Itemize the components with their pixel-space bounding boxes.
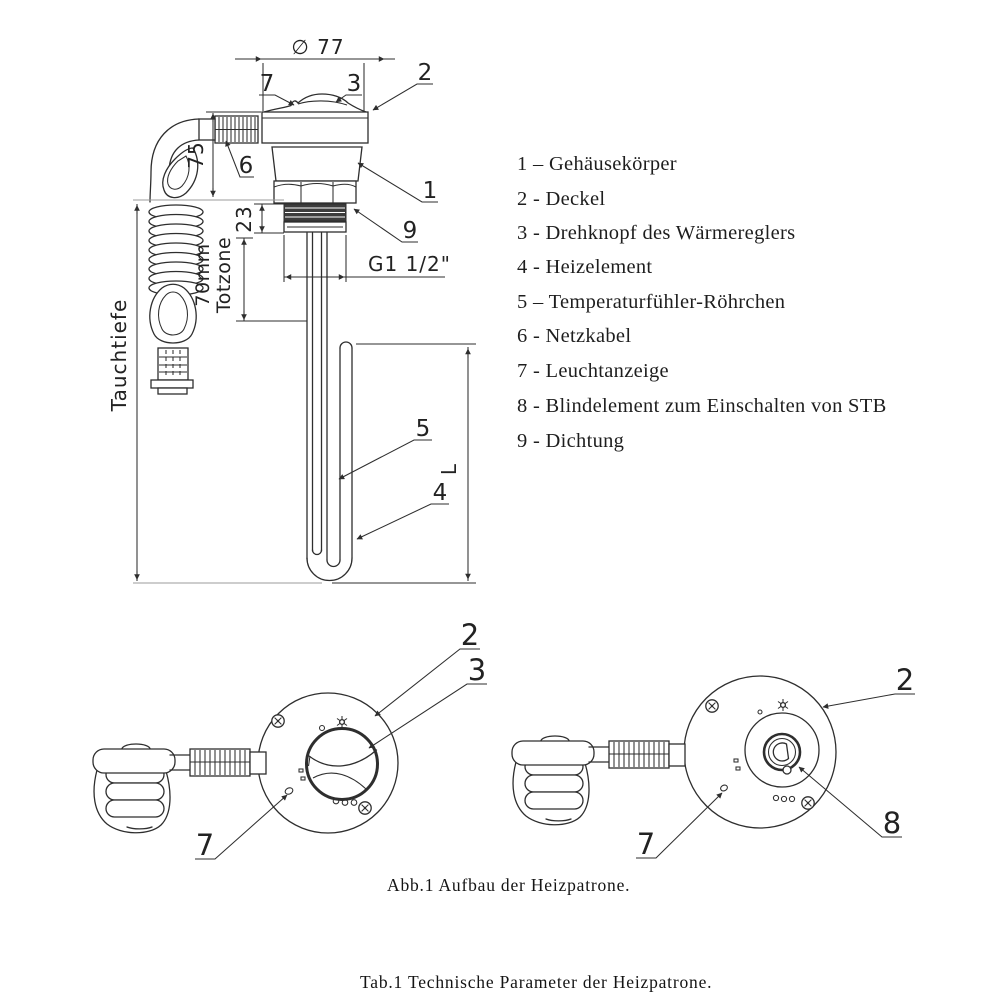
plug-flange (151, 380, 193, 388)
legend-item-3: 3 - Drehknopf des Wärmereglers (517, 222, 796, 244)
legend-item-6: 6 - Netzkabel (517, 325, 632, 347)
main-drawing (107, 35, 476, 583)
dead-zone-value: 70mm (192, 243, 214, 307)
housing-head (262, 94, 368, 232)
callout-number: 7 (259, 71, 275, 97)
dead-zone-label: Totzone (213, 236, 235, 314)
cover-lid (262, 112, 368, 143)
hex-nut (274, 181, 356, 203)
power-plug (93, 744, 266, 833)
legend-item-5: 5 – Temperaturfühler-Röhrchen (517, 291, 786, 313)
shaft-screw (783, 766, 791, 774)
knob-side-detail (298, 101, 347, 105)
callout-number: 6 (238, 153, 254, 179)
callout-2-main (373, 60, 433, 110)
element-top-cap (340, 342, 352, 348)
callout-number: 2 (417, 60, 433, 86)
figure-caption: Abb.1 Aufbau der Heizpatrone. (387, 875, 631, 895)
shaft-d-hole (773, 743, 788, 761)
cable-height-label: 75 (184, 141, 208, 169)
phillips-screw-icon (272, 715, 284, 727)
callout-2-right (823, 663, 915, 707)
table-caption: Tab.1 Technische Parameter der Heizpatrone. (360, 972, 713, 992)
callout-5-main (339, 416, 432, 479)
callout-2-left (375, 618, 480, 716)
legend-item-7: 7 - Leuchtanzeige (517, 360, 669, 382)
sensor-tube (313, 233, 322, 555)
legend (517, 153, 887, 452)
dimension-immersion-depth (107, 204, 137, 581)
legend-item-1: 1 – Gehäusekörper (517, 153, 677, 175)
cable-gland-main (199, 116, 258, 143)
callout-7-main (259, 71, 294, 105)
thread-length-label: 23 (232, 205, 256, 233)
legend-item-4: 4 - Heizelement (517, 256, 653, 278)
housing-body (272, 147, 362, 181)
callout-number: 4 (432, 480, 448, 506)
power-plug-hanging (150, 284, 196, 394)
callout-number: 1 (422, 178, 438, 204)
knob (307, 729, 378, 800)
u-bend-inner (327, 560, 340, 567)
callout-number: 7 (195, 828, 215, 862)
diameter-label: ∅ 77 (291, 35, 345, 59)
callout-4-main (357, 480, 449, 539)
callout-number: 2 (895, 663, 915, 697)
callout-number: 7 (636, 827, 656, 861)
callout-number: 9 (402, 218, 418, 244)
dimension-thread-size (284, 235, 451, 282)
plug-pin-block (158, 348, 188, 380)
dimension-thread-length (232, 204, 284, 233)
front-view-knob-removed (512, 663, 915, 861)
callout-number: 8 (882, 806, 902, 840)
phillips-screw-icon (359, 802, 371, 814)
phillips-screw-icon (706, 700, 718, 712)
legend-item-2: 2 - Deckel (517, 188, 606, 210)
phillips-screw-icon (802, 797, 814, 809)
callout-number: 3 (346, 71, 362, 97)
callout-1-main (358, 163, 438, 204)
plug-tip (158, 388, 187, 394)
legend-item-9: 9 - Dichtung (517, 430, 625, 452)
dimension-element-length (332, 344, 476, 583)
thread (284, 204, 346, 221)
callout-number: 3 (467, 653, 487, 687)
immersion-depth-label: Tauchtiefe (107, 298, 131, 412)
callout-number: 2 (460, 618, 480, 652)
callout-6-main (226, 141, 254, 179)
element-length-label: L (437, 462, 461, 476)
thread-size-label: G1 1/2" (368, 252, 451, 276)
front-view-with-knob (93, 618, 487, 862)
callout-number: 5 (415, 416, 431, 442)
legend-item-8: 8 - Blindelement zum Einschalten von STB (517, 395, 887, 417)
power-plug (512, 736, 685, 825)
dimension-dead-zone (192, 237, 307, 321)
heating-element (307, 233, 352, 581)
u-bend-outer (307, 558, 352, 581)
callout-9-main (354, 209, 418, 244)
